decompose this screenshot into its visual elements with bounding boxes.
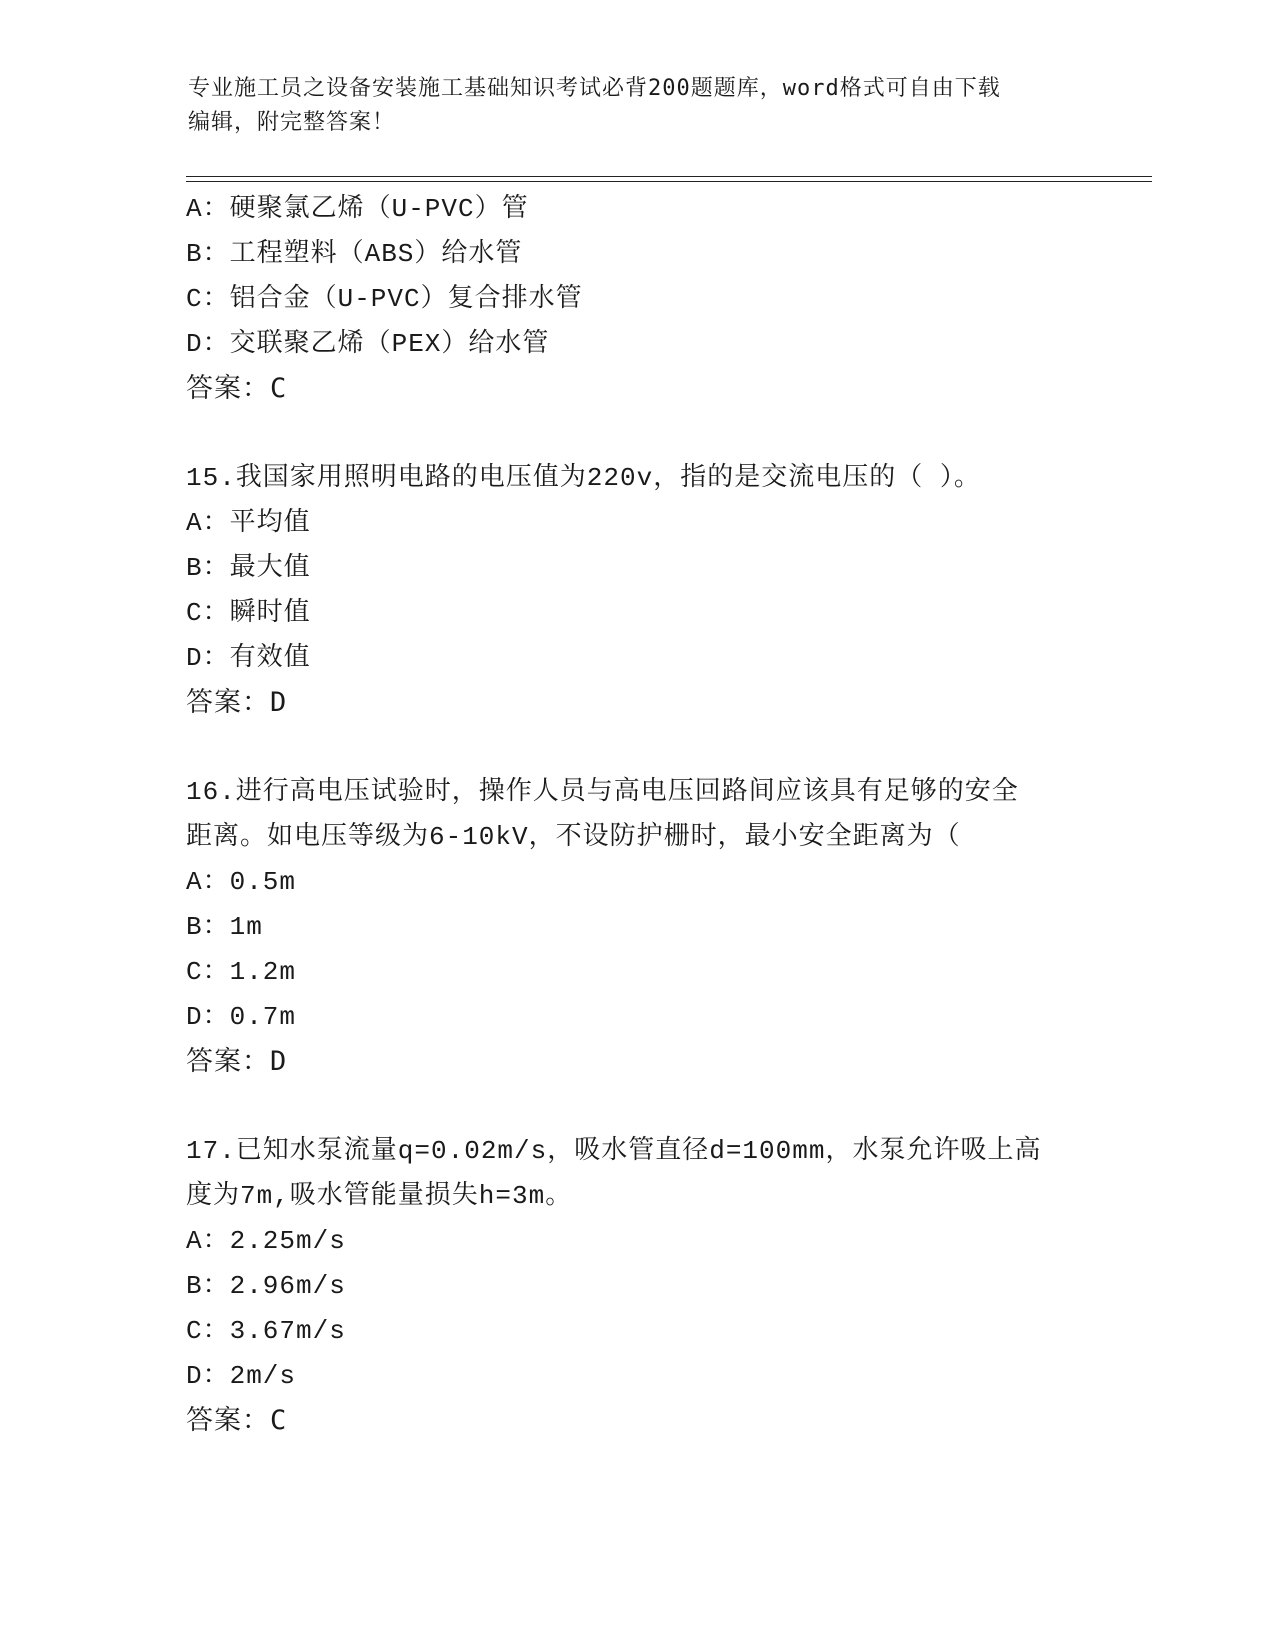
q17-option-c: C：3.67m/s xyxy=(186,1316,346,1346)
q15-option-d: D：有效值 xyxy=(186,643,311,673)
q14-option-d: D：交联聚乙烯（PEX）给水管 xyxy=(186,329,550,359)
header-title-line-1: 专业施工员之设备安装施工基础知识考试必背200题题库，word格式可自由下载 xyxy=(188,76,1001,101)
q17-option-d: D：2m/s xyxy=(186,1361,297,1391)
q16-option-b: B：1m xyxy=(186,912,263,942)
q17-question-line-1: 17.已知水泵流量q=0.02m/s，吸水管直径d=100mm，水泵允许吸上高 xyxy=(186,1136,1042,1166)
q17-question-line-2: 度为7m,吸水管能量损失h=3m。 xyxy=(186,1181,573,1211)
q15-question: 15.我国家用照明电路的电压值为220v，指的是交流电压的（ ）。 xyxy=(186,463,981,493)
header-divider-bottom xyxy=(186,181,1152,182)
header-divider-top xyxy=(186,176,1152,177)
q14-option-b: B：工程塑料（ABS）给水管 xyxy=(186,239,523,269)
q15-option-b: B：最大值 xyxy=(186,553,311,583)
document-header xyxy=(188,72,1068,140)
q17-option-b: B：2.96m/s xyxy=(186,1271,346,1301)
q16-answer: 答案：D xyxy=(186,1046,288,1077)
q16-option-c: C：1.2m xyxy=(186,957,297,987)
q17-answer: 答案：C xyxy=(186,1405,288,1436)
q16-question-line-2: 距离。如电压等级为6-10kV，不设防护栅时，最小安全距离为（ xyxy=(186,822,961,852)
q14-answer: 答案：C xyxy=(186,373,288,404)
q17-option-a: A：2.25m/s xyxy=(186,1226,346,1256)
q16-option-a: A：0.5m xyxy=(186,867,297,897)
q14-option-a: A：硬聚氯乙烯（U-PVC）管 xyxy=(186,194,529,224)
q15-answer: 答案：D xyxy=(186,687,288,718)
q16-question-line-1: 16.进行高电压试验时，操作人员与高电压回路间应该具有足够的安全 xyxy=(186,777,1019,807)
q15-option-c: C：瞬时值 xyxy=(186,598,311,628)
q14-option-c: C：铝合金（U-PVC）复合排水管 xyxy=(186,284,583,314)
q15-option-a: A：平均值 xyxy=(186,508,311,538)
q16-option-d: D：0.7m xyxy=(186,1002,297,1032)
header-title-line-2: 编辑，附完整答案！ xyxy=(188,110,396,135)
